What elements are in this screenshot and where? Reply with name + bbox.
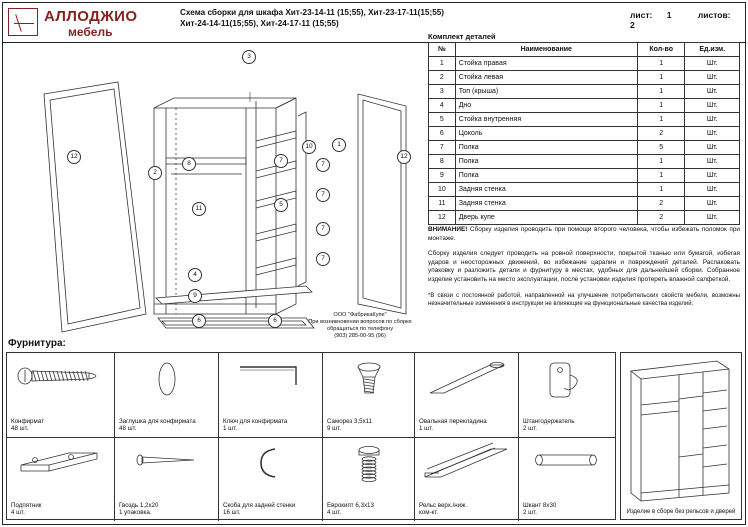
dowel-icon	[527, 443, 607, 477]
furniture-item	[323, 437, 415, 521]
furniture-item-label	[119, 502, 158, 517]
cell-num: 1	[429, 57, 456, 71]
cell-name: Стойка правая	[455, 57, 637, 71]
furniture-item	[519, 353, 615, 437]
firm-line3: обращаться по телефону	[326, 326, 394, 332]
table-row	[429, 113, 740, 127]
sheets-label: листов:	[697, 10, 731, 20]
furniture-item-name: Рельс верх./ниж.	[419, 501, 468, 509]
assembly-notes	[428, 226, 740, 316]
furniture-item-label	[327, 502, 374, 517]
note-disclaimer: *В связи с постоянной работой, направленной на улучшение потребительских свойств мебели, возможны незначительные изменения в инструкции не влияющие на функциональные качества изделий.	[428, 292, 740, 308]
title-line-1: Схема сборки для шкафа Хит-23-14-11 (15;55), Хит-23-17-11(15;55)	[180, 8, 445, 17]
confirmat-screw-icon	[15, 359, 107, 393]
furniture-item-name: Подпятник	[11, 501, 42, 509]
cell-name: Топ (крыша)	[455, 85, 637, 99]
furniture-item-name: Овальная перекладина	[419, 417, 487, 425]
table-row	[429, 85, 740, 99]
furniture-item	[7, 437, 115, 521]
cell-name: Задняя стенка	[455, 197, 637, 211]
furniture-item-name: Шкант 8х30	[523, 501, 557, 509]
brand-subtitle: мебель	[68, 25, 113, 39]
rail-holder-icon	[542, 359, 592, 403]
assembled-product-caption: Изделие в сборе без рельсов и дверей	[626, 508, 736, 515]
furniture-item-label	[11, 502, 41, 517]
cell-name: Полка	[455, 141, 637, 155]
furniture-item	[115, 353, 219, 437]
furniture-item	[219, 353, 323, 437]
furniture-item-label	[419, 418, 487, 433]
callout-10: 10	[302, 140, 316, 154]
cell-num: 12	[429, 211, 456, 225]
rail-profile-icon	[421, 443, 513, 483]
table-row	[429, 183, 740, 197]
callout-7c: 7	[316, 188, 330, 202]
callout-3: 3	[242, 50, 256, 64]
furniture-item-label	[419, 502, 467, 517]
attention-text: Сборку изделия проводить при помощи второго человека, чтобы избежать поломок при монтаже.	[428, 226, 740, 242]
furniture-item-label	[11, 418, 44, 433]
table-row	[429, 99, 740, 113]
cell-num: 9	[429, 169, 456, 183]
back-panel-bracket-icon	[249, 443, 293, 483]
th-name: Наименование	[455, 43, 637, 57]
table-row	[429, 197, 740, 211]
parts-caption: Комплект деталей	[428, 32, 496, 41]
callout-12-left: 12	[67, 150, 81, 164]
cell-unit: Шт.	[685, 197, 740, 211]
furniture-item-name: Конфирмат	[11, 417, 44, 425]
cell-num: 3	[429, 85, 456, 99]
cell-qty: 1	[637, 85, 685, 99]
furniture-title: Фурнитура:	[8, 338, 66, 349]
table-row	[429, 127, 740, 141]
cell-qty: 2	[637, 197, 685, 211]
furniture-item-qty: ком-кт.	[419, 509, 439, 517]
furniture-item-label	[327, 418, 372, 433]
table-row	[429, 211, 740, 225]
cell-name: Дверь купе	[455, 211, 637, 225]
cell-unit: Шт.	[685, 127, 740, 141]
th-number: №	[429, 43, 456, 57]
table-row	[429, 155, 740, 169]
exploded-assembly-drawing	[6, 46, 420, 336]
cell-name: Задняя стенка	[455, 183, 637, 197]
callout-4: 4	[188, 268, 202, 282]
furniture-item-qty: 48 шт.	[11, 425, 29, 433]
cell-num: 11	[429, 197, 456, 211]
cell-num: 6	[429, 127, 456, 141]
furniture-item-qty: 1 шт.	[223, 425, 237, 433]
callout-8: 8	[182, 157, 196, 171]
firm-line2: При возникновении вопросов по сборке	[308, 319, 412, 325]
attention-label: ВНИМАНИЕ!	[428, 226, 468, 233]
cell-unit: Шт.	[685, 57, 740, 71]
cell-num: 2	[429, 71, 456, 85]
callout-7e: 7	[316, 252, 330, 266]
note-attention	[428, 226, 740, 243]
allen-key-icon	[236, 359, 306, 393]
cell-qty: 1	[637, 57, 685, 71]
cell-unit: Шт.	[685, 99, 740, 113]
callout-12-right: 12	[397, 150, 411, 164]
cell-qty: 1	[637, 169, 685, 183]
logo-mark-icon	[8, 8, 38, 36]
th-qty: Кол-во	[637, 43, 685, 57]
furniture-item-name: Еврокипт 6,3х13	[327, 501, 374, 509]
furniture-item-name: Заглушка для конфирмата	[119, 417, 196, 425]
sheet-value: 1	[666, 10, 672, 20]
cell-num: 5	[429, 113, 456, 127]
cell-name: Стойка внутренняя	[455, 113, 637, 127]
furniture-table	[6, 352, 616, 520]
furniture-item-qty: 1 шт.	[419, 425, 433, 433]
table-row	[429, 169, 740, 183]
cell-name: Полка	[455, 169, 637, 183]
furniture-item-label	[523, 502, 556, 517]
furniture-item-label	[223, 418, 287, 433]
th-unit: Ед.изм.	[685, 43, 740, 57]
cell-qty: 2	[637, 127, 685, 141]
cell-unit: Шт.	[685, 169, 740, 183]
brand-logo	[8, 6, 168, 40]
cell-qty: 1	[637, 113, 685, 127]
table-row	[429, 71, 740, 85]
note-body: Сборку изделия следует проводить на ровной поверхности, покрытой тканью или бумагой, избегая ударов и неосторожных движений, во избежание царапин и повреждений деталей. Распаковать упаковку и разложить детали и фурнитуру в местах, удобных для дальнейшей сборки. Собранное изделие установить на место эксплуатации, после установки изделия протереть влажной салфеткой.	[428, 250, 740, 283]
cell-unit: Шт.	[685, 211, 740, 225]
furniture-item-qty: 16 шт.	[223, 509, 241, 517]
cell-qty: 5	[637, 141, 685, 155]
callout-7d: 7	[316, 222, 330, 236]
furniture-item-qty: 4 шт.	[327, 509, 341, 517]
furniture-item-qty: 48 шт.	[119, 425, 137, 433]
furniture-item-name: Штангодержатель	[523, 417, 575, 425]
euro-screw-icon	[347, 443, 391, 483]
furniture-item-qty: 1 упаковка.	[119, 509, 152, 517]
cell-unit: Шт.	[685, 141, 740, 155]
cell-qty: 2	[637, 211, 685, 225]
furniture-item-qty: 2 шт.	[523, 425, 537, 433]
table-header-row	[429, 43, 740, 57]
furniture-item	[519, 437, 615, 521]
furniture-item-name: Саморез 3,5х11	[327, 417, 373, 425]
firm-contacts	[300, 312, 420, 340]
furniture-item-qty: 9 шт.	[327, 425, 341, 433]
cell-num: 7	[429, 141, 456, 155]
document-title	[180, 8, 620, 29]
cell-num: 4	[429, 99, 456, 113]
title-line-2: Хит-24-14-11(15;55), Хит-24-17-11 (15;55)	[180, 18, 339, 28]
furniture-foot-icon	[13, 443, 109, 477]
cell-qty: 1	[637, 71, 685, 85]
furniture-item	[323, 353, 415, 437]
cell-unit: Шт.	[685, 155, 740, 169]
furniture-item	[415, 353, 519, 437]
cell-name: Цоколь	[455, 127, 637, 141]
cell-num: 8	[429, 155, 456, 169]
callout-5: 5	[274, 198, 288, 212]
firm-name: ООО "ФабрикаКупе"	[333, 312, 387, 318]
callout-6a: 6	[192, 314, 206, 328]
sheets-value: 2	[630, 20, 635, 30]
nail-icon	[132, 443, 202, 477]
furniture-item-label	[523, 418, 575, 433]
furniture-item-label	[223, 502, 295, 517]
cell-unit: Шт.	[685, 183, 740, 197]
callout-2: 2	[148, 166, 162, 180]
callout-7b: 7	[316, 158, 330, 172]
cap-plug-icon	[147, 359, 187, 399]
table-row	[429, 57, 740, 71]
furniture-item-qty: 2 шт.	[523, 509, 537, 517]
assembled-product-drawing	[621, 353, 741, 503]
callout-11: 11	[192, 202, 206, 216]
furniture-item	[115, 437, 219, 521]
self-tapping-screw-icon	[349, 359, 389, 399]
furniture-item-label	[119, 418, 196, 433]
sheet-label: лист:	[630, 10, 653, 20]
oval-rail-icon	[424, 359, 510, 399]
cell-unit: Шт.	[685, 85, 740, 99]
assembly-svg	[6, 46, 420, 336]
cell-name: Полка	[455, 155, 637, 169]
table-row	[429, 141, 740, 155]
assembled-product-panel	[620, 352, 742, 520]
furniture-item-name: Скоба для задней стенки	[223, 501, 296, 509]
cell-name: Дно	[455, 99, 637, 113]
cell-name: Стойка левая	[455, 71, 637, 85]
callout-6b: 6	[268, 314, 282, 328]
cell-num: 10	[429, 183, 456, 197]
cell-qty: 1	[637, 183, 685, 197]
callout-1: 1	[332, 138, 346, 152]
furniture-item-name: Ключ для конфирмата	[223, 417, 288, 425]
cell-unit: Шт.	[685, 71, 740, 85]
cell-unit: Шт.	[685, 113, 740, 127]
callout-9: 9	[188, 289, 202, 303]
brand-name: АЛЛОДЖИО	[44, 8, 138, 25]
firm-phone: (903) 285-00-95 (96)	[334, 333, 386, 339]
furniture-item	[7, 353, 115, 437]
cell-qty: 1	[637, 155, 685, 169]
callout-7a: 7	[274, 154, 288, 168]
furniture-item-qty: 4 шт.	[11, 509, 25, 517]
cell-qty: 1	[637, 99, 685, 113]
sheet-info	[630, 10, 748, 30]
furniture-item-name: Гвоздь 1,2х20	[119, 501, 159, 509]
parts-table	[428, 42, 740, 225]
furniture-item	[415, 437, 519, 521]
furniture-item	[219, 437, 323, 521]
